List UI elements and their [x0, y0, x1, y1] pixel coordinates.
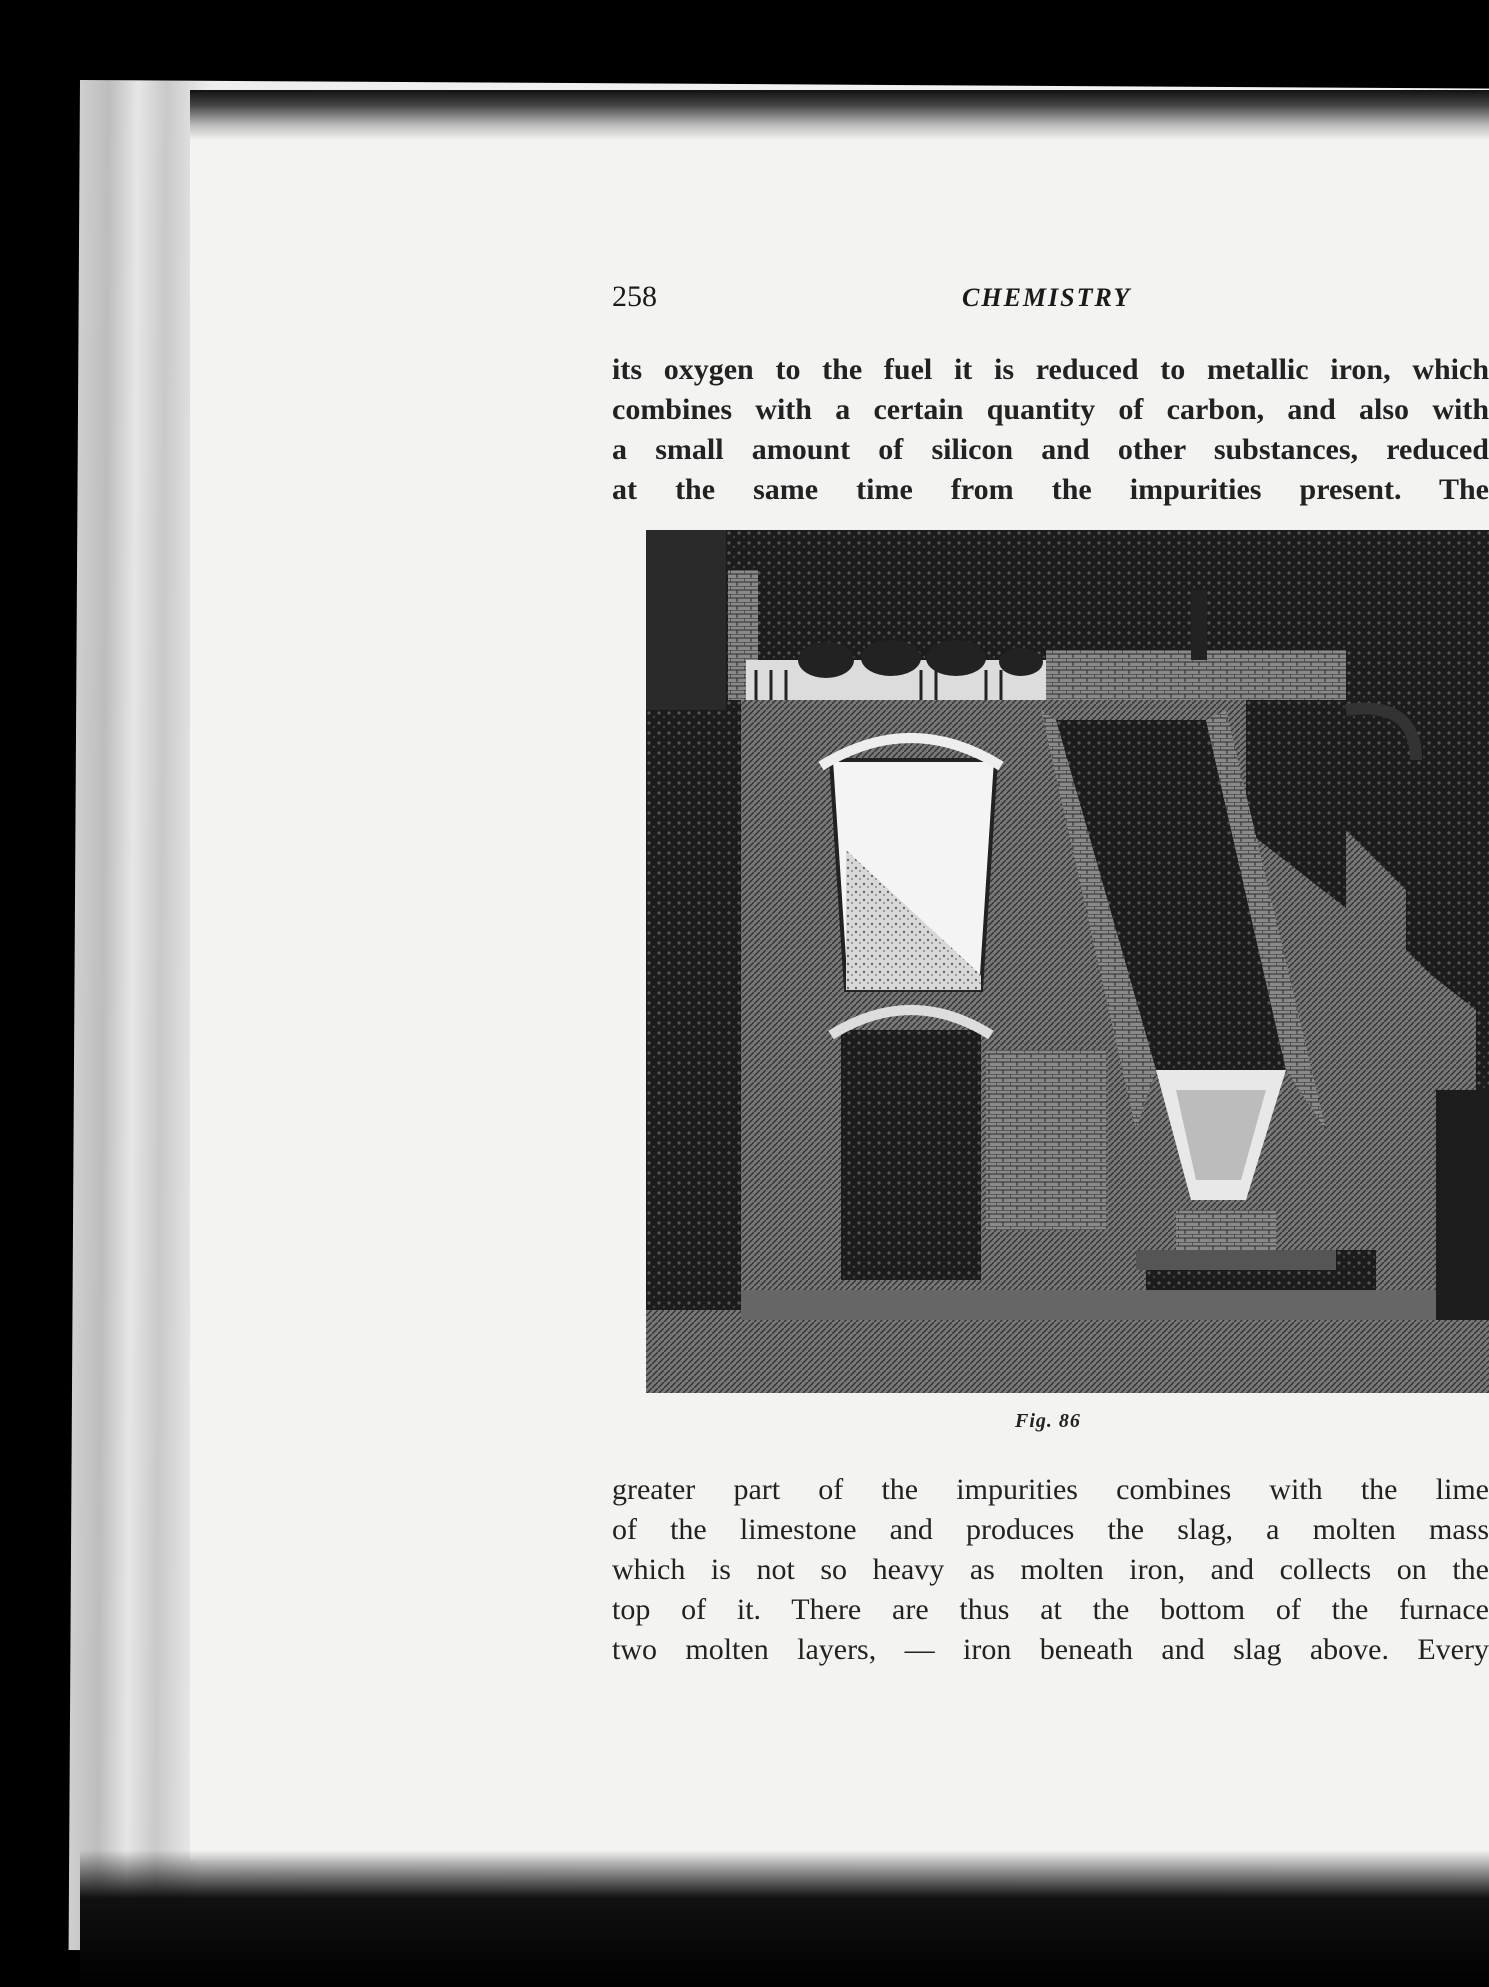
page-header [612, 280, 1489, 320]
page-number: 258 [612, 280, 657, 313]
blast-furnace-illustration [646, 530, 1489, 1393]
text-line: a small amount of silicon and other substances, reduced [612, 433, 1489, 466]
furnace-engraving [646, 530, 1489, 1393]
figure-caption: Fig. 86 [1015, 1410, 1081, 1432]
page-top-shadow [190, 90, 1489, 140]
text-line: two molten layers, — iron beneath and slag above. Every [612, 1633, 1489, 1666]
running-title: CHEMISTRY [962, 283, 1132, 312]
paragraph-top [612, 350, 1489, 510]
text-line: combines with a certain quantity of carbon, and also with [612, 393, 1489, 426]
text-line: which is not so heavy as molten iron, and collects on the [612, 1553, 1489, 1586]
paragraph-bottom [612, 1470, 1489, 1670]
text-line: of the limestone and produces the slag, a molten mass [612, 1513, 1489, 1546]
text-line: at the same time from the impurities present. The [612, 473, 1489, 506]
text-line: its oxygen to the fuel it is reduced to metallic iron, which [612, 353, 1489, 386]
text-line: greater part of the impurities combines with the lime [612, 1473, 1489, 1506]
page-bottom-shadow [80, 1850, 1489, 1987]
text-line: top of it. There are thus at the bottom of the furnace [612, 1593, 1489, 1626]
